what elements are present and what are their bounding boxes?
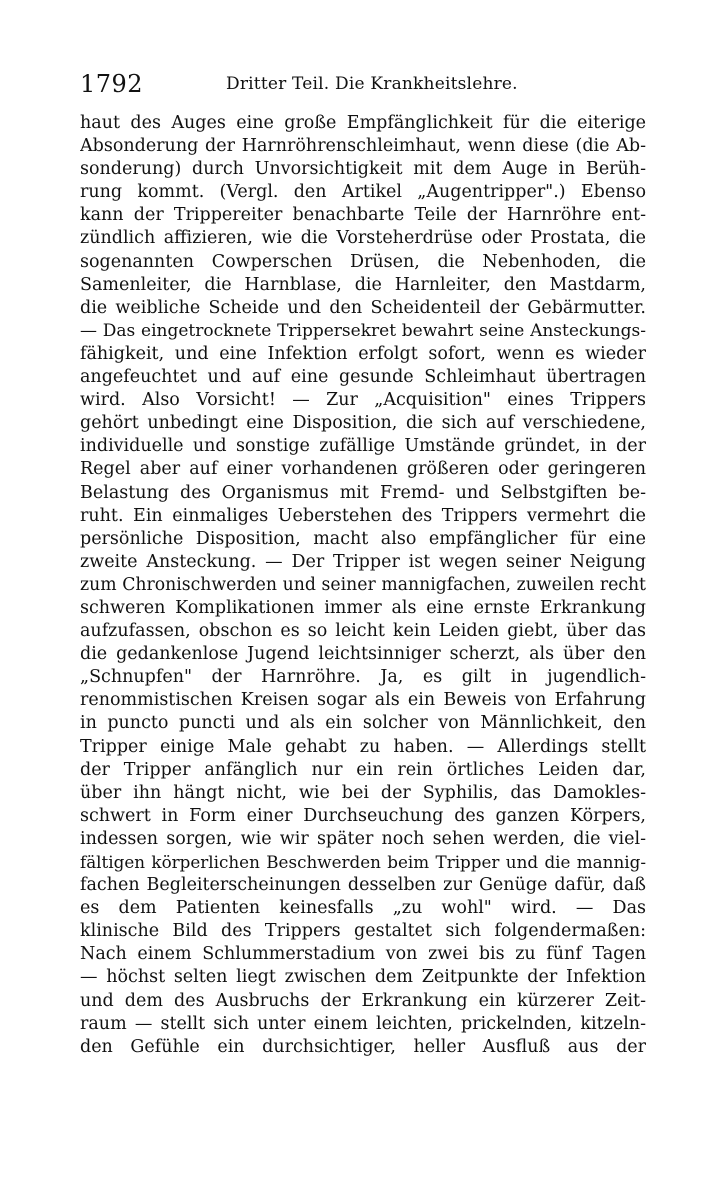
page-number: 1792 [80, 70, 144, 98]
text-line: die weibliche Scheide und den Scheidenteil der Gebärmutter. [80, 297, 646, 318]
text-line: Belastung des Organismus mit Fremd- und Selbstgiften be- [80, 482, 646, 503]
text-line: rung kommt. (Vergl. den Artikel „Augentripper".) Ebenso [80, 182, 646, 203]
text-line: kann der Trippereiter benachbarte Teile der Harnröhre ent- [80, 205, 646, 226]
text-line: es dem Patienten keinesfalls „zu wohl" wird. — Das [80, 898, 646, 919]
text-line: klinische Bild des Trippers gestaltet sich folgendermaßen: [80, 921, 646, 942]
text-line: sogenannten Cowperschen Drüsen, die Nebenhoden, die [80, 251, 646, 272]
page-header [80, 66, 646, 102]
text-line: „Schnupfen" der Harnröhre. Ja, es gilt in jugendlich- [80, 667, 646, 688]
text-line: Tripper einige Male gehabt zu haben. — Allerdings stellt [80, 736, 646, 757]
text-line: die gedankenlose Jugend leichtsinniger scherzt, als über den [80, 644, 646, 665]
text-line: Samenleiter, die Harnblase, die Harnleiter, den Mastdarm, [80, 274, 646, 295]
text-line: der Tripper anfänglich nur ein rein örtliches Leiden dar, [80, 759, 646, 780]
text-line: persönliche Disposition, macht also empfänglicher für eine [80, 528, 646, 549]
text-line: haut des Auges eine große Empfänglichkeit für die eiterige [80, 113, 646, 133]
running-head: Dritter Teil. Die Krankheitslehre. [226, 74, 518, 94]
text-line: Absonderung der Harnröhrenschleimhaut, wenn diese (die Ab- [80, 136, 646, 157]
text-line: wird. Also Vorsicht! — Zur „Acquisition" eines Trippers [80, 390, 646, 411]
text-line: indessen sorgen, wie wir später noch sehen werden, die viel- [80, 828, 646, 849]
text-line: zündlich affizieren, wie die Vorsteherdrüse oder Prostata, die [80, 228, 646, 249]
text-line: Nach einem Schlummerstadium von zwei bis zu fünf Tagen [80, 944, 646, 965]
text-line: individuelle und sonstige zufällige Umstände gründet, in der [80, 436, 646, 457]
text-line: raum — stellt sich unter einem leichten, prickelnden, kitzeln- [80, 1013, 646, 1034]
text-line: den Gefühle ein durchsichtiger, heller Ausfluß aus der [80, 1036, 646, 1057]
text-line: gehört unbedingt eine Disposition, die sich auf verschiedene, [80, 413, 646, 434]
text-line: zum Chronischwerden und seiner mannigfachen, zuweilen recht [80, 574, 646, 595]
text-line: über ihn hängt nicht, wie bei der Syphilis, das Damokles- [80, 782, 646, 803]
text-line: sonderung) durch Unvorsichtigkeit mit dem Auge in Berüh- [80, 159, 646, 180]
text-line: angefeuchtet und auf eine gesunde Schleimhaut übertragen [80, 367, 646, 388]
text-line: in puncto puncti und als ein solcher von Männlichkeit, den [80, 713, 646, 734]
text-line: und dem des Ausbruchs der Erkrankung ein kürzerer Zeit- [80, 990, 646, 1011]
text-line: ruht. Ein einmaliges Ueberstehen des Trippers vermehrt die [80, 505, 646, 526]
text-line: aufzufassen, obschon es so leicht kein Leiden giebt, über das [80, 621, 646, 642]
text-line: schweren Komplikationen immer als eine ernste Erkrankung [80, 597, 646, 618]
text-line: fähigkeit, und eine Infektion erfolgt sofort, wenn es wieder [80, 343, 646, 364]
text-line: — Das eingetrocknete Trippersekret bewahrt seine Ansteckungs- [80, 320, 646, 341]
body-text [80, 112, 646, 1059]
text-line: fachen Begleiterscheinungen desselben zur Genüge dafür, daß [80, 875, 646, 896]
text-line: schwert in Form einer Durchseuchung des ganzen Körpers, [80, 805, 646, 826]
text-line: fältigen körperlichen Beschwerden beim Tripper und die mannig- [80, 852, 646, 872]
text-line: Regel aber auf einer vorhandenen größeren oder geringeren [80, 459, 646, 480]
text-line: — höchst selten liegt zwischen dem Zeitpunkte der Infektion [80, 967, 646, 988]
text-line: renommistischen Kreisen sogar als ein Beweis von Erfahrung [80, 690, 646, 711]
text-line: zweite Ansteckung. — Der Tripper ist wegen seiner Neigung [80, 551, 646, 572]
